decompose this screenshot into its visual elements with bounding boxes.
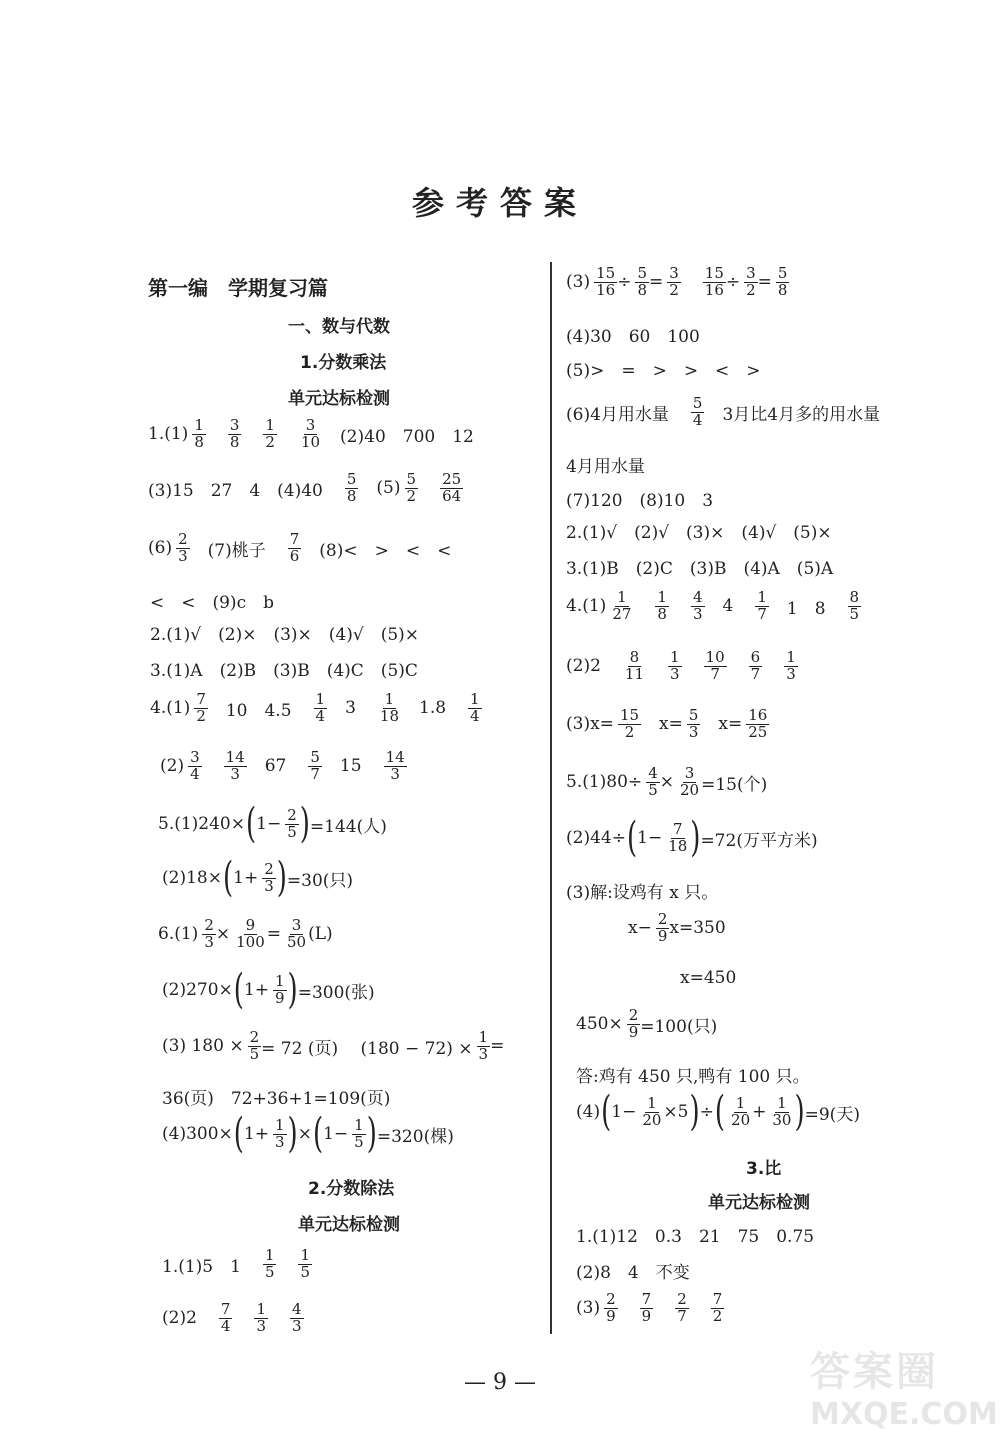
answer-line: 5.(1)80÷ $\frac{4}{5}$ × $\frac{3}{20}$ =15(个) (566, 764, 768, 799)
answer-line: (6) $\frac{2}{3}$ (7)桃子 $\frac{7}{6}$ (8)< > < < (148, 530, 452, 565)
section-heading: 一、数与代数 (288, 317, 390, 337)
answer-line: 36(页) 72+36+1=109(页) (162, 1089, 391, 1109)
check-heading-2: 单元达标检测 (298, 1215, 400, 1235)
answer-line: (3) $\frac{2}{9}$ $\frac{7}{9}$ $\frac{2}{7}$ $\frac{7}{2}$ (576, 1290, 723, 1325)
answer-line: (2)270× ( 1+ $\frac{1}{9}$ ) =300(张) (162, 966, 375, 1015)
topic-heading-1: 1.分数乘法 (300, 353, 387, 373)
answer-line: 1.(1)5 1 $\frac{1}{5}$ $\frac{1}{5}$ (162, 1246, 311, 1281)
answer-line: 4月用水量 (566, 457, 645, 477)
answer-line: 3.(1)B (2)C (3)B (4)A (5)A (566, 559, 834, 579)
answer-line: 2.(1)√ (2)× (3)× (4)√ (5)× (150, 625, 420, 645)
topic-heading-2: 2.分数除法 (308, 1179, 395, 1199)
answer-line: 450× $\frac{2}{9}$ =100(只) (576, 1006, 718, 1041)
answer-line: 6.(1) $\frac{2}{3}$ × $\frac{9}{100}$ = $\frac{3}{50}$ (L) (158, 916, 333, 951)
answer-line: (2) $\frac{3}{4}$ $\frac{14}{3}$ 67 $\frac{5}{7}$ 15 $\frac{14}{3}$ (160, 748, 405, 783)
page-title: 参考答案 (411, 184, 588, 222)
answer-line: (3) x= $\frac{15}{2}$ x= $\frac{5}{3}$ x= $\frac{16}{25}$ (566, 706, 768, 741)
answer-line: (7)120 (8)10 3 (566, 491, 714, 511)
answer-line: 1.(1) $\frac{1}{8}$ $\frac{3}{8}$ $\frac{1}{2}$ $\frac{3}{10}$ (2)40 700 12 (148, 416, 474, 451)
answer-line: 3.(1)A (2)B (3)B (4)C (5)C (150, 661, 418, 681)
answer-line: (2)2 $\frac{8}{11}$ $\frac{1}{3}$ $\frac{10}{7}$ $\frac{6}{7}$ $\frac{1}{3}$ (566, 648, 796, 683)
check-heading-3: 单元达标检测 (708, 1193, 810, 1213)
answer-line: (3) $\frac{15}{16}$ ÷ $\frac{5}{8}$ = $\frac{3}{2}$ $\frac{15}{16}$ ÷ $\frac{3}{2}$ = $\frac{5}{8}$ (566, 264, 788, 299)
answer-line: (2)44÷ ( 1− $\frac{7}{18}$ ) =72(万平方米) (566, 814, 818, 863)
answer-line: (4) ( 1− $\frac{1}{20}$ ×5 ) ÷ ( $\frac{1}{20}$ + $\frac{1}{30}$ ) =9(天) (576, 1088, 860, 1137)
answer-line: 2.(1)√ (2)√ (3)× (4)√ (5)× (566, 523, 832, 543)
answer-line: 4.(1) $\frac{1}{27}$ $\frac{1}{8}$ $\frac{4}{3}$ 4 $\frac{1}{7}$ 1 8 $\frac{8}{5}$ (566, 588, 860, 623)
answer-line: (4)30 60 100 (566, 327, 700, 347)
answer-line: (3)解:设鸡有 x 只。 (566, 883, 719, 903)
check-heading-1: 单元达标检测 (288, 389, 390, 409)
answer-line: (5)> = > > < > (566, 361, 761, 381)
answer-line: 5.(1)240× ( 1− $\frac{2}{5}$ ) =144(人) (158, 800, 387, 849)
answer-line: (4)300× ( 1+ $\frac{1}{3}$ ) × ( 1− $\frac{1}{5}$ ) =320(棵) (162, 1110, 454, 1159)
answer-line: 答:鸡有 450 只,鸭有 100 只。 (576, 1067, 810, 1087)
answer-line: (3)15 27 4 (4)40 $\frac{5}{8}$ (5) $\frac{5}{2}$ $\frac{25}{64}$ (148, 470, 462, 505)
answer-line: < < (9)c b (150, 593, 274, 613)
page-number: — 9 — (464, 1370, 536, 1395)
answer-line: x=450 (680, 968, 737, 988)
answer-line: (2)18× ( 1+ $\frac{2}{3}$ ) =30(只) (162, 854, 354, 903)
answer-line: (3) 180 × $\frac{2}{5}$ = 72 (页) (180 − 72) × $\frac{1}{3}$ = (162, 1028, 505, 1063)
answer-line: (2)2 $\frac{7}{4}$ $\frac{1}{3}$ $\frac{4}{3}$ (162, 1300, 302, 1335)
answer-line: 4.(1) $\frac{7}{2}$ 10 4.5 $\frac{1}{4}$ 3 $\frac{1}{18}$ 1.8 $\frac{1}{4}$ (150, 690, 480, 725)
answer-line: (2)8 4 不变 (576, 1263, 690, 1283)
part-heading: 第一编 学期复习篇 (148, 276, 328, 300)
watermark-logo: 答案圈 MXQE.COM (810, 1349, 998, 1432)
topic-heading-3: 3.比 (746, 1159, 782, 1179)
answer-line: 1.(1)12 0.3 21 75 0.75 (576, 1227, 815, 1247)
column-divider (550, 262, 552, 1334)
answer-line: (6)4月用水量 $\frac{5}{4}$ 3月比4月多的用水量 (566, 394, 881, 429)
answer-line: x− $\frac{2}{9}$ x=350 (628, 910, 726, 945)
